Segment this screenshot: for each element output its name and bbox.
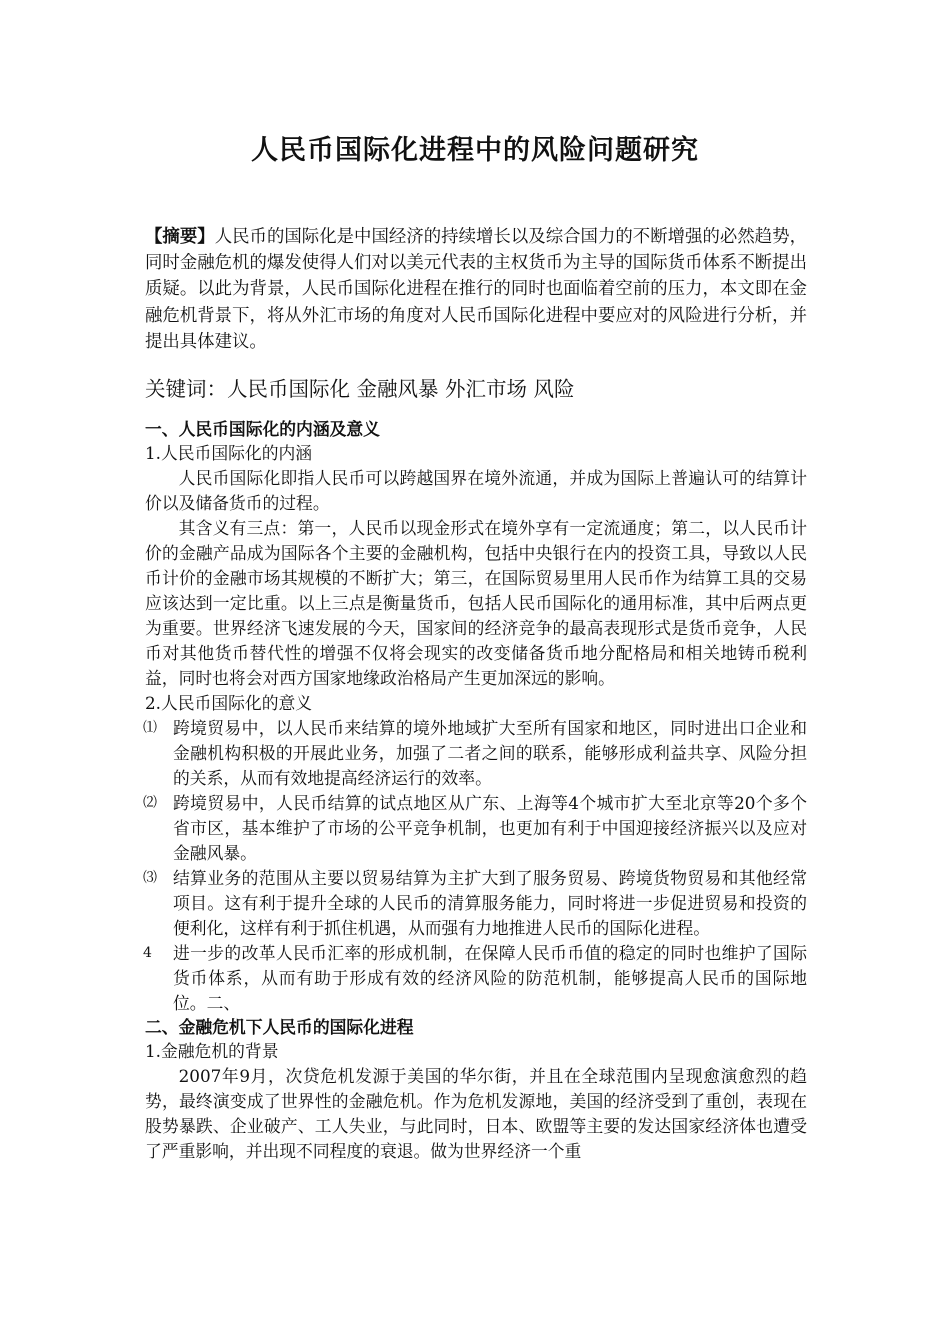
abstract-label: 【摘要】: [145, 227, 215, 247]
list-item-number: ⑶: [143, 870, 157, 887]
document-title: 人民币国际化进程中的风险问题研究: [251, 135, 699, 166]
document-body: [145, 224, 807, 1164]
section-2: [145, 1016, 807, 1164]
abstract: [145, 224, 807, 355]
list-item: [145, 866, 807, 941]
subsection-heading: 1.人民币国际化的内涵: [145, 443, 313, 464]
list-item: [145, 941, 807, 1016]
list-item-text: 跨境贸易中，以人民币来结算的境外地域扩大至所有国家和地区，同时进出口企业和金融机构积极的开展此业务，加强了二者之间的联系，能够形成利益共享、风险分担的关系，从而有效地提高经济运行的效率。: [173, 718, 807, 789]
keywords: 关键词：人民币国际化 金融风暴 外汇市场 风险: [145, 377, 575, 402]
subsection-heading: 2.人民币国际化的意义: [145, 693, 313, 714]
list-item-text: 进一步的改革人民币汇率的形成机制，在保障人民币币值的稳定的同时也维护了国际货币体系，从而有助于形成有效的经济风险的防范机制，能够提高人民币的国际地位。二、: [173, 943, 807, 1014]
section-heading: 一、人民币国际化的内涵及意义: [145, 419, 380, 440]
list-item-number: 4: [143, 945, 152, 962]
list-item-text: 跨境贸易中，人民币结算的试点地区从广东、上海等4个城市扩大至北京等20个多个省市区，基本维护了市场的公平竞争机制，也更加有利于中国迎接经济振兴以及应对金融风暴。: [173, 793, 807, 864]
list-item-number: ⑵: [143, 795, 157, 812]
paragraph: 其含义有三点：第一，人民币以现金形式在境外享有一定流通度；第二，以人民币计价的金融产品成为国际各个主要的金融机构，包括中央银行在内的投资工具，导致以人民币计价的金融市场其规模的不断扩大；第三，在国际贸易里用人民币作为结算工具的交易应该达到一定比重。以上三点是衡量货币，包括人民币国际化的通用标准，其中后两点更为重要。世界经济飞速发展的今天，国家间的经济竞争的最高表现形式是货币竞争，人民币对其他货币替代性的增强不仅将会现实的改变储备货币地分配格局和相关地铸币税利益，同时也将会对西方国家地缘政治格局产生更加深远的影响。: [145, 518, 807, 689]
section-heading: 二、金融危机下人民币的国际化进程: [145, 1017, 414, 1038]
list-item-number: ⑴: [143, 720, 157, 737]
list-item-text: 结算业务的范围从主要以贸易结算为主扩大到了服务贸易、跨境货物贸易和其他经常项目。这有利于提升全球的人民币的清算服务能力，同时将进一步促进贸易和投资的便利化，这样有利于抓住机遇，从而强有力地推进人民币的国际化进程。: [173, 868, 807, 939]
paragraph: 人民币国际化即指人民币可以跨越国界在境外流通，并成为国际上普遍认可的结算计价以及储备货币的过程。: [145, 468, 807, 514]
section-1: [145, 418, 807, 1016]
subsection-heading: 1.金融危机的背景: [145, 1041, 279, 1062]
abstract-text: 人民币的国际化是中国经济的持续增长以及综合国力的不断增强的必然趋势，同时金融危机的爆发使得人们对以美元代表的主权货币为主导的国际货币体系不断提出质疑。以此为背景，人民币国际化进程在推行的同时也面临着空前的压力，本文即在金融危机背景下，将从外汇市场的角度对人民币国际化进程中要应对的风险进行分析，并提出具体建议。: [145, 227, 807, 352]
list-item: [145, 791, 807, 866]
list-item: [145, 716, 807, 791]
paragraph: 2007年9月，次贷危机发源于美国的华尔街，并且在全球范围内呈现愈演愈烈的趋势，最终演变成了世界性的金融危机。作为危机发源地，美国的经济受到了重创，表现在股势暴跌、企业破产、工人失业，与此同时，日本、欧盟等主要的发达国家经济体也遭受了严重影响，并出现不同程度的衰退。做为世界经济一个重: [145, 1066, 807, 1162]
